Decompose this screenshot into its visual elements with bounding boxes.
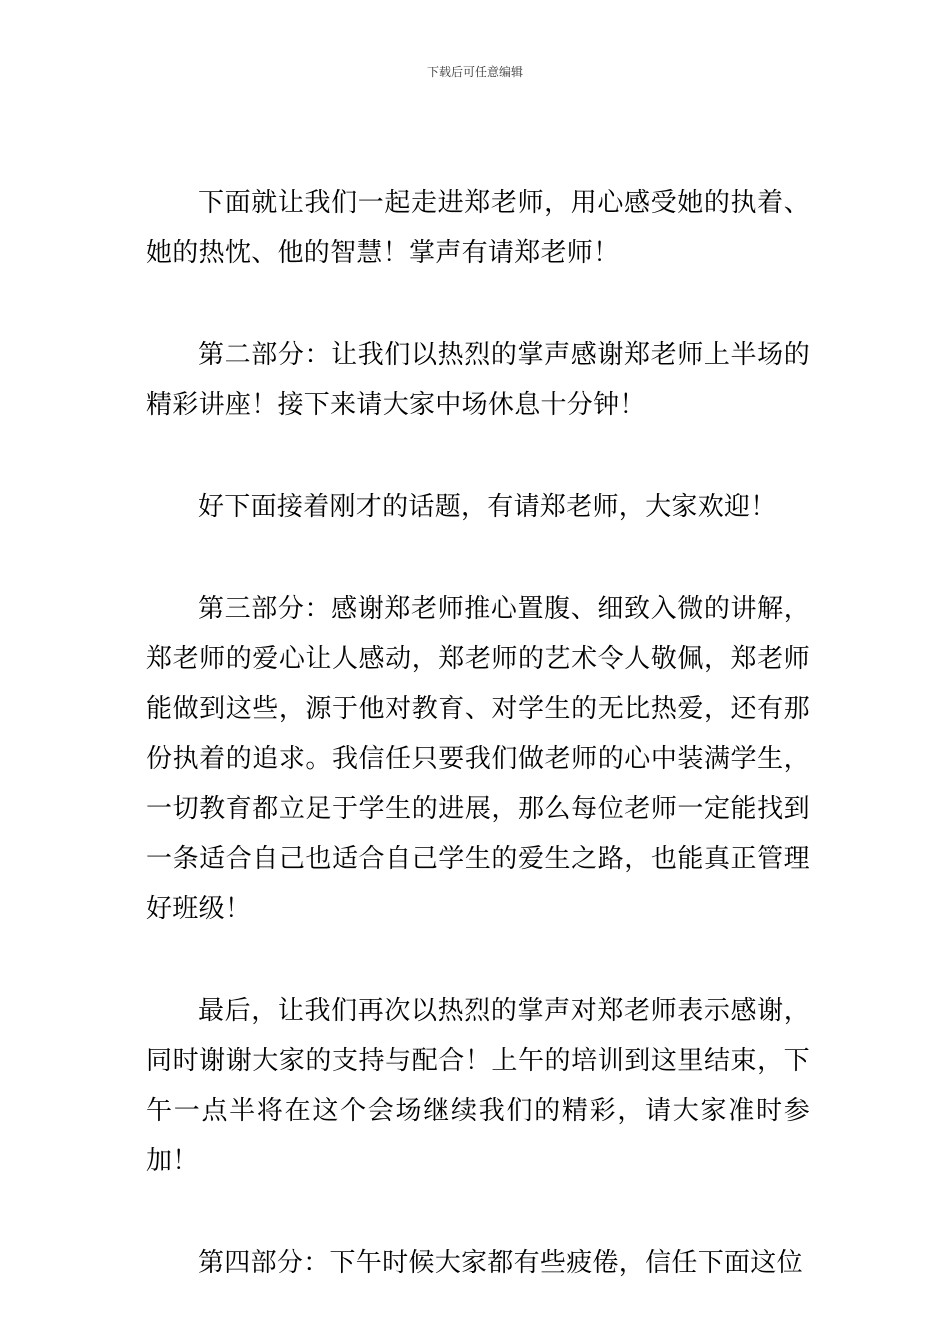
paragraph-closing: 最后，让我们再次以热烈的掌声对郑老师表示感谢，同时谢谢大家的支持与配合！上午的培训到这里结束，下午一点半将在这个会场继续我们的精彩，请大家准时参加！ xyxy=(146,996,810,1176)
document-body xyxy=(146,178,810,1340)
paragraph-intro: 下面就让我们一起走进郑老师，用心感受她的执着、她的热忱、他的智慧！掌声有请郑老师！ xyxy=(146,188,810,268)
paragraph-part-two: 第二部分：让我们以热烈的掌声感谢郑老师上半场的精彩讲座！接下来请大家中场休息十分钟！ xyxy=(146,340,810,420)
header-note: 下载后可任意编辑 xyxy=(426,65,523,79)
paragraph-resume: 好下面接着刚才的话题，有请郑老师，大家欢迎！ xyxy=(198,492,777,522)
paragraph-part-four: 第四部分：下午时候大家都有些疲倦，信任下面这位 xyxy=(198,1248,803,1278)
paragraph-part-three: 第三部分：感谢郑老师推心置腹、细致入微的讲解，郑老师的爱心让人感动，郑老师的艺术令人敬佩，郑老师能做到这些，源于他对教育、对学生的无比热爱，还有那份执着的追求。我信任只要我们做老师的心中装满学生，一切教育都立足于学生的进展，那么每位老师一定能找到一条适合自己也适合自己学生的爱生之路，也能真正管理好班级！ xyxy=(146,594,810,924)
